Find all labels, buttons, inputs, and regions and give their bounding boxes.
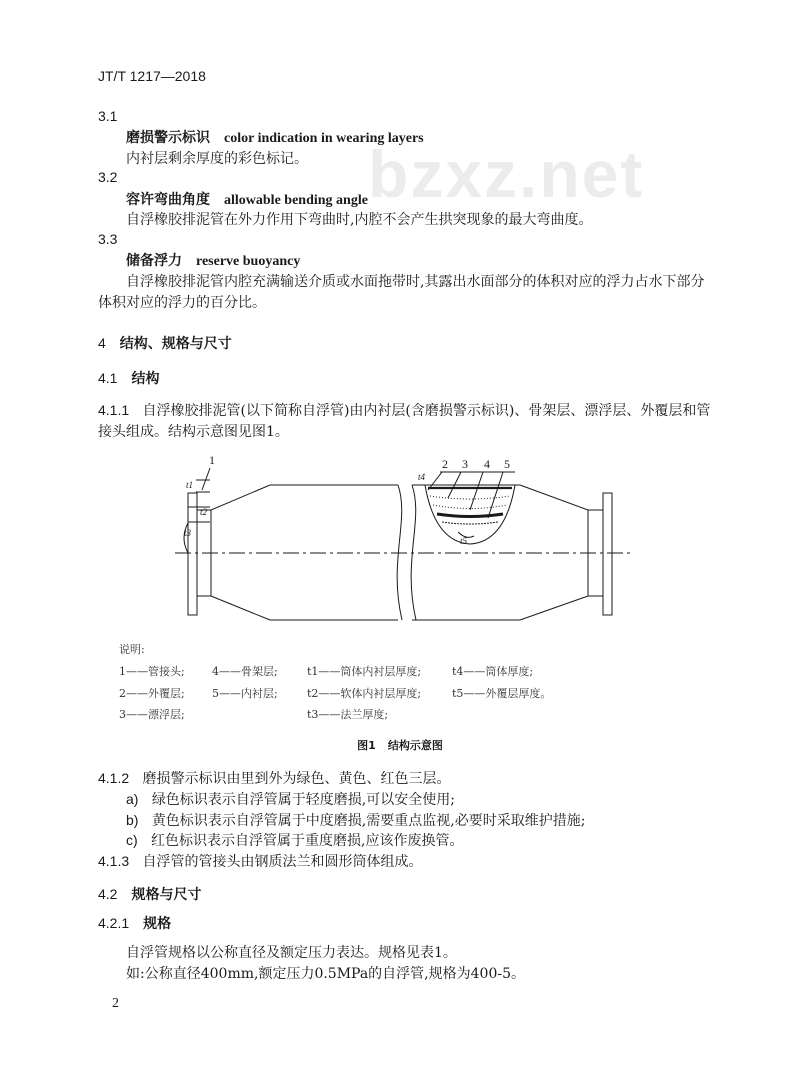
float-layer xyxy=(430,496,510,499)
thickness-label-t4: t4 xyxy=(418,472,426,482)
term-title xyxy=(126,127,424,147)
thickness-label-t2: t2 xyxy=(200,507,208,517)
figure-caption-title: 结构示意图 xyxy=(387,739,443,752)
clause-text: 磨损警示标识由里到外为绿色、黄色、红色三层。 xyxy=(142,771,451,787)
legend-item: 2——外覆层; xyxy=(119,687,185,700)
legend-item: 5——内衬层; xyxy=(212,687,278,700)
term-en: color indication in wearing layers xyxy=(224,131,424,146)
legend-item: t2——软体内衬层厚度; xyxy=(307,687,422,700)
legend-item: t3——法兰厚度; xyxy=(307,708,389,721)
legend-item: t5——外覆层厚度。 xyxy=(452,687,552,700)
thickness-label-t5: t5 xyxy=(460,536,468,546)
right-flange xyxy=(603,493,612,615)
list-item-text: 红色标识表示自浮管属于重度磨损,应该作废换管。 xyxy=(151,833,464,849)
term-number: 3.3 xyxy=(98,231,118,247)
clause-paragraph xyxy=(98,400,710,420)
watermark: bzxz.net xyxy=(368,137,645,211)
section-number: 4.2.1 xyxy=(98,915,130,931)
section-title: 结构、规格与尺寸 xyxy=(119,336,232,352)
term-definition: 自浮橡胶排泥管在外力作用下弯曲时,内腔不会产生拱突现象的最大弯曲度。 xyxy=(126,212,593,228)
term-number: 3.1 xyxy=(98,108,118,124)
term-zh: 储备浮力 xyxy=(126,253,182,269)
list-item xyxy=(126,810,585,830)
part-label-4: 4 xyxy=(484,457,490,471)
spec-paragraph: 自浮管规格以公称直径及额定压力表达。规格见表1。 xyxy=(126,945,457,961)
term-title xyxy=(126,189,368,209)
legend-title: 说明: xyxy=(119,643,145,656)
clause-text: 自浮管的管接头由钢质法兰和圆形筒体组成。 xyxy=(142,854,423,870)
legend-item: t4——筒体厚度; xyxy=(452,665,534,678)
part-label-1: 1 xyxy=(209,453,215,467)
list-item xyxy=(126,789,455,809)
section-number: 4.1 xyxy=(98,370,118,386)
clause-paragraph xyxy=(98,768,451,788)
clause-number: 4.1.2 xyxy=(98,770,130,786)
term-en: reserve buoyancy xyxy=(196,254,301,269)
section-number: 4 xyxy=(98,335,106,351)
figure-caption-number: 图1 xyxy=(357,739,376,752)
page-number: 2 xyxy=(112,996,119,1011)
list-item-label: b) xyxy=(126,812,139,828)
frame-layer xyxy=(437,514,503,517)
term-zh: 磨损警示标识 xyxy=(126,130,210,146)
section-heading xyxy=(98,333,232,353)
document-code-header: JT/T 1217—2018 xyxy=(98,68,206,84)
clause-number: 4.1.1 xyxy=(98,402,130,418)
legend-item: 1——管接头; xyxy=(119,665,185,678)
list-item-text: 黄色标识表示自浮管属于中度磨损,需要重点监视,必要时采取维护措施; xyxy=(151,813,586,829)
part-label-2: 2 xyxy=(442,457,448,471)
part-label-3: 3 xyxy=(462,457,468,471)
left-flange xyxy=(188,493,197,615)
section-title: 规格与尺寸 xyxy=(131,887,202,903)
thickness-label-t1: t1 xyxy=(186,480,194,490)
section-heading xyxy=(98,884,201,904)
list-item-label: c) xyxy=(126,832,138,848)
list-item xyxy=(126,830,463,850)
legend-item: 4——骨架层; xyxy=(212,665,278,678)
thickness-label-t3: t3 xyxy=(184,528,192,538)
part-label-5: 5 xyxy=(504,457,510,471)
section-number: 4.2 xyxy=(98,886,118,902)
inner-lining-layer xyxy=(442,522,498,524)
term-zh: 容许弯曲角度 xyxy=(126,192,210,208)
legend-item: 3——漂浮层; xyxy=(119,708,185,721)
term-definition: 内衬层剩余厚度的彩色标记。 xyxy=(126,151,308,167)
part-leaders xyxy=(428,472,503,518)
left-detail-leaders xyxy=(196,468,210,492)
term-number: 3.2 xyxy=(98,169,118,185)
clause-paragraph-continued: 接头组成。结构示意图见图1。 xyxy=(98,424,289,440)
term-title xyxy=(126,250,300,270)
section-title: 规格 xyxy=(143,916,172,932)
list-item-text: 绿色标识表示自浮管属于轻度磨损,可以安全使用; xyxy=(151,792,455,808)
legend-item: t1——筒体内衬层厚度; xyxy=(307,665,422,678)
section-title: 结构 xyxy=(131,371,160,387)
clause-paragraph xyxy=(98,851,423,871)
term-definition-continued: 体积对应的浮力的百分比。 xyxy=(98,295,266,311)
pipe-structure-diagram xyxy=(170,450,640,625)
spec-example: 如:公称直径400mm,额定压力0.5MPa的自浮管,规格为400-5。 xyxy=(126,966,525,982)
figure-caption xyxy=(0,737,800,753)
float-layer xyxy=(433,505,507,509)
section-heading xyxy=(98,368,159,388)
clause-number: 4.1.3 xyxy=(98,853,130,869)
section-heading xyxy=(98,913,171,933)
term-definition: 自浮橡胶排泥管内腔充满输送介质或水面拖带时,其露出水面部分的体积对应的浮力占水下部分 xyxy=(126,274,705,290)
list-item-label: a) xyxy=(126,791,139,807)
term-en: allowable bending angle xyxy=(224,193,368,208)
clause-text: 自浮橡胶排泥管(以下简称自浮管)由内衬层(含磨损警示标识)、骨架层、漂浮层、外覆层和管 xyxy=(142,403,711,419)
